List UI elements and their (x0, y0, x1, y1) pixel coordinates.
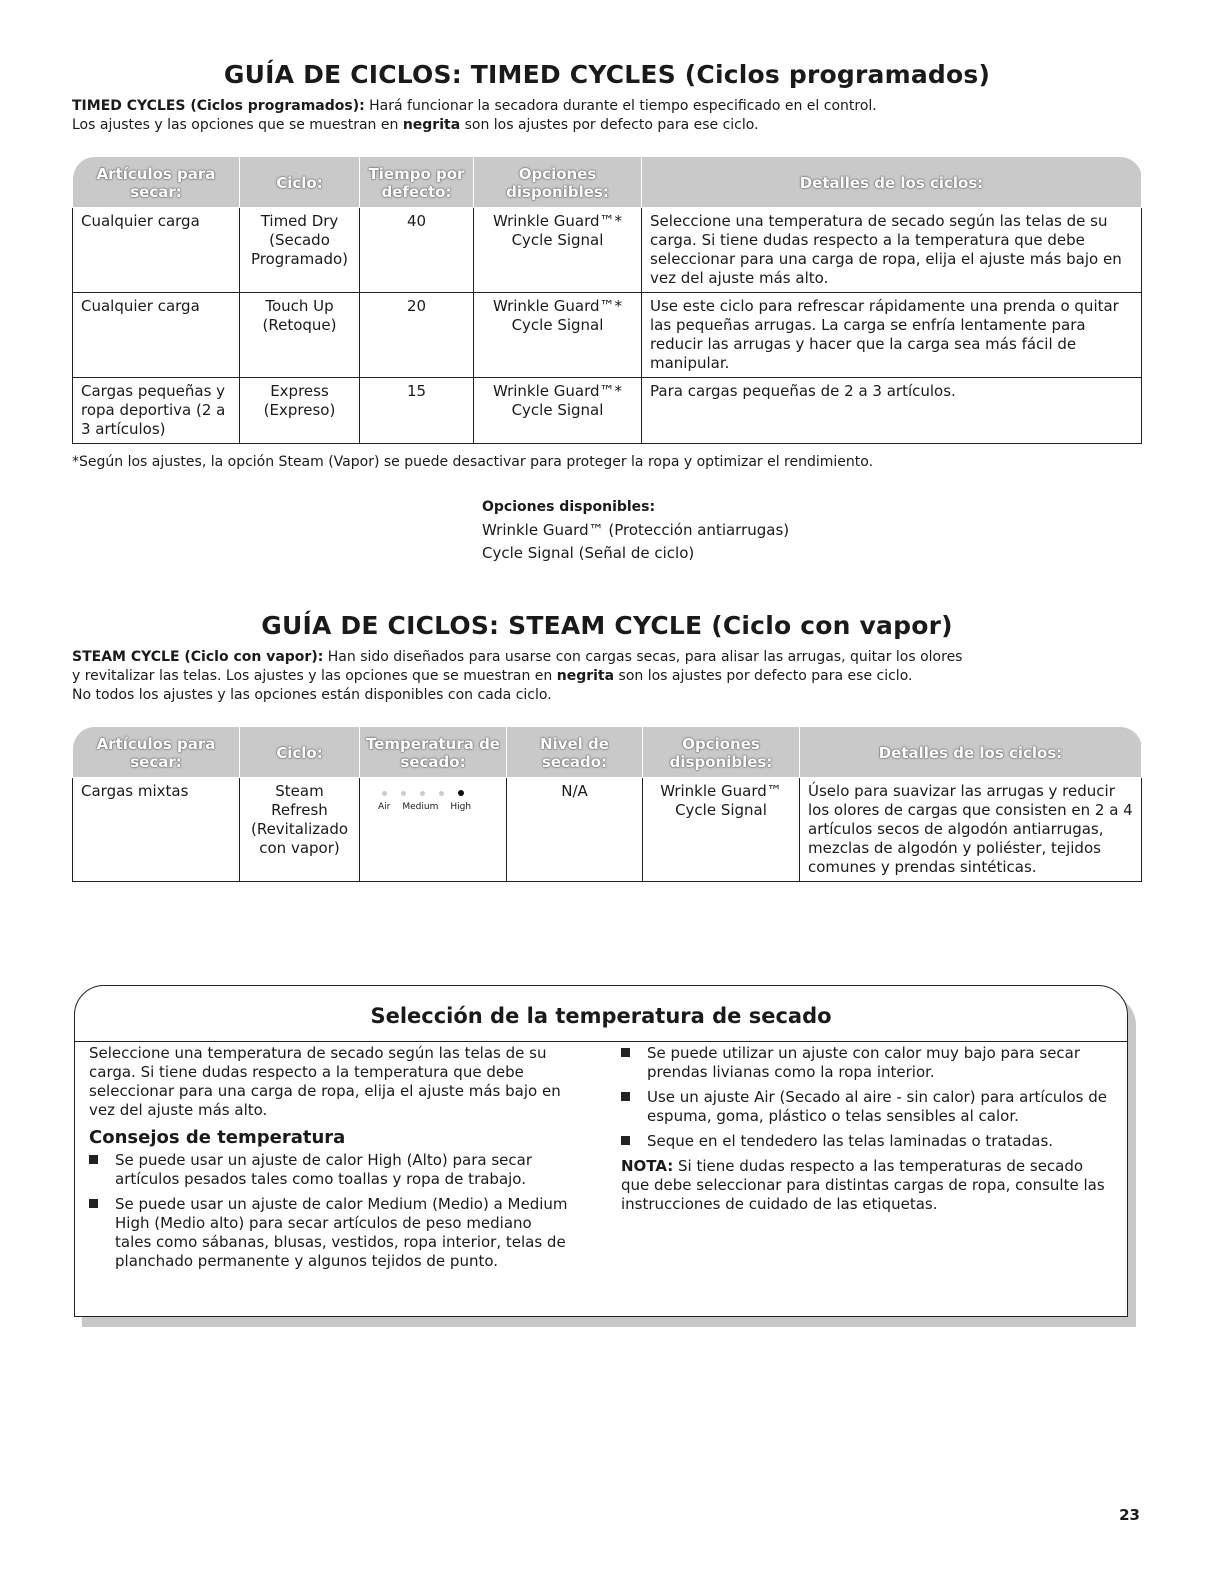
header-time: Tiempo por defecto: (360, 157, 474, 208)
temperature-labels (378, 798, 502, 817)
header-options: Opciones disponibles: (474, 157, 642, 208)
steam-intro-bold2: negrita (556, 668, 615, 684)
square-bullet-icon (89, 1199, 98, 1208)
cell-details: Use este ciclo para refrescar rápidamente una prenda o quitar las pequeñas arrugas. La carga se enfría lentamente para reducir las arrugas y hacer que la carga sea más fácil de manipular. (642, 293, 1142, 378)
list-item (621, 1132, 1111, 1151)
note-text: Si tiene dudas respecto a las temperaturas de secado que debe seleccionar para distintas cargas de ropa, consulte las instrucciones de cuidado de las etiquetas. (621, 1157, 1105, 1213)
cell-cycle: Express (Expreso) (240, 378, 360, 444)
square-bullet-icon (621, 1136, 630, 1145)
title-divider (75, 1041, 1127, 1042)
cell-items: Cargas pequeñas y ropa deportiva (2 a 3 artículos) (73, 378, 240, 444)
header-temperature: Temperatura de secado: (360, 727, 507, 778)
cell-cycle: Steam Refresh (Revitalizado con vapor) (240, 778, 360, 882)
steam-intro-line2b: son los ajustes por defecto para ese ciclo. (614, 668, 913, 684)
available-options (482, 496, 1142, 565)
cell-dry-level: N/A (507, 778, 643, 882)
timed-footnote: *Según los ajustes, la opción Steam (Vapor) se puede desactivar para proteger la ropa y optimizar el rendimiento. (72, 454, 874, 470)
table-row (73, 778, 1142, 882)
cell-time: 20 (360, 293, 474, 378)
temperature-box-title: Selección de la temperatura de secado (370, 1004, 832, 1028)
temp-dot (439, 791, 444, 796)
steam-cycle-intro (72, 648, 1142, 705)
header-items: Artículos para secar: (73, 727, 240, 778)
table-header-row (73, 157, 1142, 208)
steam-intro-bold: STEAM CYCLE (Ciclo con vapor): (72, 649, 324, 665)
cell-items: Cargas mixtas (73, 778, 240, 882)
timed-cycles-title: GUÍA DE CICLOS: TIMED CYCLES (Ciclos programados) (223, 60, 991, 89)
temperature-right-column (621, 1044, 1111, 1214)
steam-intro-line3: No todos los ajustes y las opciones están disponibles con cada ciclo. (72, 687, 552, 703)
header-items: Artículos para secar: (73, 157, 240, 208)
temp-dot (458, 790, 464, 796)
tips-title: Consejos de temperatura (89, 1127, 346, 1148)
page-number: 23 (1119, 1506, 1140, 1524)
note-label: NOTA: (621, 1157, 674, 1175)
cell-cycle: Touch Up (Retoque) (240, 293, 360, 378)
cell-time: 40 (360, 208, 474, 293)
list-item (89, 1151, 569, 1189)
timed-cycles-table (72, 156, 1142, 444)
timed-intro-line2a: Los ajustes y las opciones que se muestran en (72, 117, 403, 133)
header-details: Detalles de los ciclos: (800, 727, 1142, 778)
cell-options: Wrinkle Guard™* Cycle Signal (474, 378, 642, 444)
cell-time: 15 (360, 378, 474, 444)
cell-details: Para cargas pequeñas de 2 a 3 artículos. (642, 378, 1142, 444)
timed-cycles-intro (72, 97, 1142, 135)
cell-options: Wrinkle Guard™* Cycle Signal (474, 293, 642, 378)
timed-intro-bold: TIMED CYCLES (Ciclos programados): (72, 98, 365, 114)
cell-items: Cualquier carga (73, 293, 240, 378)
temperature-note (621, 1157, 1111, 1214)
tip-text: Se puede usar un ajuste de calor Medium (Medio) a Medium High (Medio alto) para secar artículos de peso mediano tales como sábanas, blusas, vestidos, ropa interior, telas de planchado permanente y algunos tejidos de punto. (115, 1195, 568, 1270)
list-item (621, 1088, 1111, 1126)
timed-intro-rest: Hará funcionar la secadora durante el tiempo especificado en el control. (364, 98, 877, 114)
cell-items: Cualquier carga (73, 208, 240, 293)
tip-text: Seque en el tendedero las telas laminadas o tratadas. (647, 1132, 1054, 1150)
table-row (73, 378, 1142, 444)
option-item: Cycle Signal (Señal de ciclo) (482, 544, 695, 562)
steam-intro-rest: Han sido diseñados para usarse con cargas secas, para alisar las arrugas, quitar los olores (323, 649, 963, 665)
tips-list (89, 1151, 569, 1271)
temperature-left-column (89, 1044, 569, 1277)
list-item (621, 1044, 1111, 1082)
cell-options: Wrinkle Guard™* Cycle Signal (474, 208, 642, 293)
square-bullet-icon (89, 1155, 98, 1164)
temperature-selection-box (74, 985, 1128, 1317)
square-bullet-icon (621, 1048, 630, 1057)
temp-label-medium: Medium (402, 802, 439, 812)
cell-options: Wrinkle Guard™ Cycle Signal (643, 778, 800, 882)
temp-dot (382, 791, 387, 796)
tips-list-right (621, 1044, 1111, 1151)
square-bullet-icon (621, 1092, 630, 1101)
tip-text: Se puede usar un ajuste de calor High (Alto) para secar artículos pesados tales como toallas y ropa de trabajo. (115, 1151, 533, 1188)
cell-details: Seleccione una temperatura de secado según las telas de su carga. Si tiene dudas respecto a la temperatura que debe seleccionar para una carga de ropa, elija el ajuste más bajo en vez del ajuste más alto. (642, 208, 1142, 293)
options-title: Opciones disponibles: (482, 499, 656, 515)
cell-temperature (360, 778, 507, 882)
temp-label-high: High (450, 802, 472, 812)
temp-label-air: Air (378, 802, 391, 812)
steam-cycle-table (72, 726, 1142, 882)
table-header-row (73, 727, 1142, 778)
timed-intro-line2b: son los ajustes por defecto para ese ciclo. (460, 117, 759, 133)
table-row (73, 208, 1142, 293)
steam-intro-line2a: y revitalizar las telas. Los ajustes y las opciones que se muestran en (72, 668, 557, 684)
steam-cycle-title: GUÍA DE CICLOS: STEAM CYCLE (Ciclo con vapor) (261, 611, 953, 640)
header-cycle: Ciclo: (240, 157, 360, 208)
temperature-intro: Seleccione una temperatura de secado según las telas de su carga. Si tiene dudas respecto a la temperatura que debe seleccionar para una carga de ropa, elija el ajuste más bajo en vez del ajuste más alto. (89, 1044, 561, 1119)
page (72, 60, 1142, 882)
temp-dot (420, 791, 425, 796)
cell-cycle: Timed Dry (Secado Programado) (240, 208, 360, 293)
header-details: Detalles de los ciclos: (642, 157, 1142, 208)
temp-dot (401, 791, 406, 796)
list-item (89, 1195, 569, 1271)
temperature-indicator (382, 790, 502, 796)
tip-text: Se puede utilizar un ajuste con calor muy bajo para secar prendas livianas como la ropa interior. (647, 1044, 1081, 1081)
cell-details: Úselo para suavizar las arrugas y reducir los olores de cargas que consisten en 2 a 4 artículos secos de algodón antiarrugas, mezclas de algodón y poliéster, tejidos comunes y prendas sintéticas. (800, 778, 1142, 882)
header-dry-level: Nivel de secado: (507, 727, 643, 778)
table-row (73, 293, 1142, 378)
header-options: Opciones disponibles: (643, 727, 800, 778)
header-cycle: Ciclo: (240, 727, 360, 778)
option-item: Wrinkle Guard™ (Protección antiarrugas) (482, 521, 790, 539)
tip-text: Use un ajuste Air (Secado al aire - sin calor) para artículos de espuma, goma, plástico o telas sensibles al calor. (647, 1088, 1108, 1125)
timed-intro-bold2: negrita (402, 117, 461, 133)
